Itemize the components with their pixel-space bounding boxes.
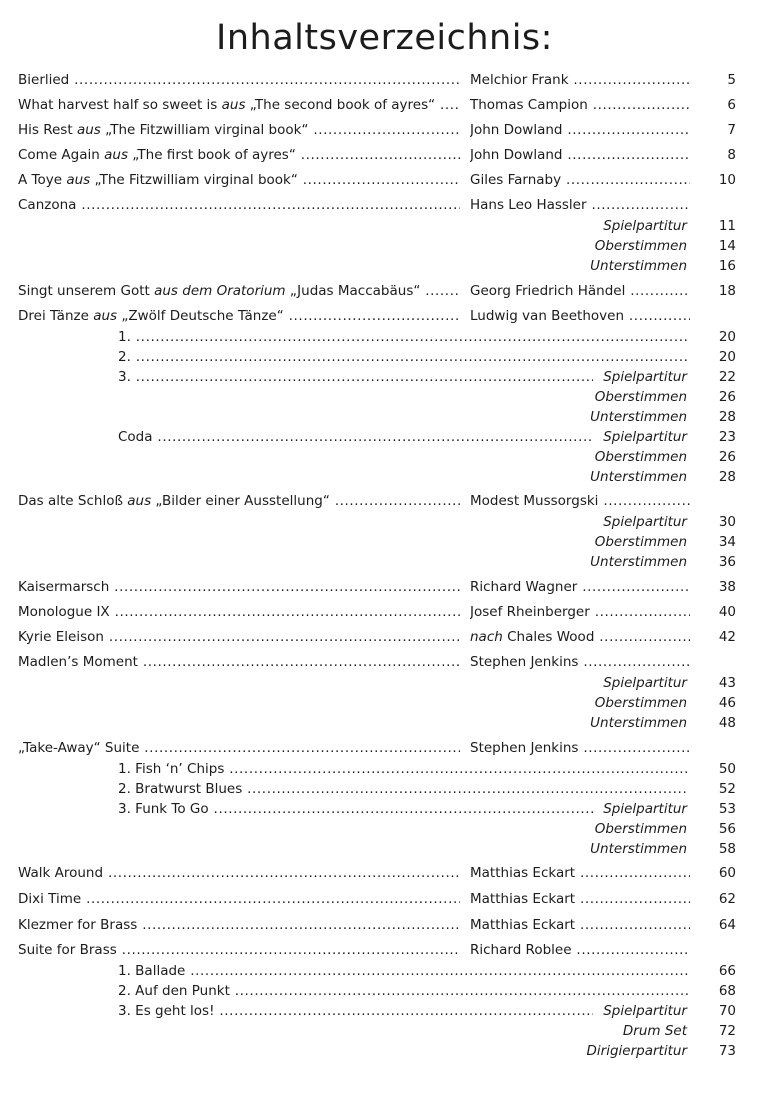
- toc-row: [0, 95, 769, 115]
- page-number[interactable]: 8: [727, 147, 736, 163]
- title-source-prefix: aus: [104, 147, 128, 163]
- sub-entry-title[interactable]: [118, 759, 688, 779]
- composer-name: Georg Friedrich Händel: [470, 283, 626, 299]
- sub-entry-text: 1. Fish ‘n’ Chips: [118, 761, 225, 777]
- sub-entry-title[interactable]: [118, 347, 688, 367]
- part-label: Dirigierpartitur: [586, 1043, 687, 1059]
- toc-row: [0, 216, 769, 236]
- toc-row: [0, 306, 769, 326]
- entry-title[interactable]: [18, 863, 460, 883]
- page-number[interactable]: 28: [718, 409, 736, 425]
- entry-title[interactable]: [18, 120, 460, 140]
- page-number[interactable]: 66: [718, 963, 736, 979]
- entry-composer: [470, 889, 690, 909]
- toc-row: [0, 779, 769, 799]
- toc-row: [0, 387, 769, 407]
- toc-row: [0, 145, 769, 165]
- part-label: Oberstimmen: [594, 695, 687, 711]
- toc-row: [0, 981, 769, 1001]
- sub-entry-text: 2. Auf den Punkt: [118, 983, 230, 999]
- title-text: Come Again: [18, 147, 105, 163]
- composer-name: John Dowland: [470, 147, 563, 163]
- toc-row: [0, 652, 769, 672]
- composer-name: John Dowland: [470, 122, 563, 138]
- toc-row: [0, 367, 769, 387]
- sub-entry-title[interactable]: [118, 779, 688, 799]
- title-source-prefix: aus: [127, 493, 152, 509]
- page-number[interactable]: 73: [718, 1043, 736, 1059]
- page-number[interactable]: 28: [718, 469, 736, 485]
- part-label: Drum Set: [622, 1023, 687, 1039]
- page-number[interactable]: 58: [718, 841, 736, 857]
- title-text: His Rest: [18, 122, 77, 138]
- entry-composer: [470, 95, 690, 115]
- toc-row: [0, 407, 769, 427]
- title-text: Klezmer for Brass: [18, 917, 138, 933]
- title-source: „Zwölf Deutsche Tänze“: [117, 308, 284, 324]
- page-number[interactable]: 26: [718, 389, 736, 405]
- page-number[interactable]: 34: [718, 534, 736, 550]
- composer-name: Modest Mussorgski: [470, 493, 599, 509]
- entry-composer: [470, 306, 690, 326]
- toc-row: [0, 602, 769, 622]
- entry-composer: [470, 627, 690, 647]
- part-label: Spielpartitur: [603, 218, 687, 234]
- sub-entry-title[interactable]: [118, 327, 688, 347]
- entry-title[interactable]: [18, 145, 460, 165]
- entry-composer: [470, 652, 690, 672]
- page-number[interactable]: 50: [718, 761, 736, 777]
- toc-row: [0, 1041, 769, 1061]
- title-source-prefix: aus dem Oratorium: [154, 283, 286, 299]
- title-source-prefix: aus: [76, 122, 101, 138]
- entry-title[interactable]: [18, 940, 460, 960]
- entry-composer: [470, 170, 690, 190]
- title-text: Kyrie Eleison: [18, 629, 104, 645]
- title-text: What harvest half so sweet is: [18, 97, 222, 113]
- entry-composer: [470, 120, 690, 140]
- page-number[interactable]: 52: [718, 781, 736, 797]
- sub-entry-text: 2.: [118, 349, 131, 365]
- page-number[interactable]: 40: [718, 604, 736, 620]
- page-title: Inhaltsverzeichnis:: [216, 18, 553, 58]
- part-label: Oberstimmen: [594, 389, 687, 405]
- entry-title[interactable]: [18, 738, 460, 758]
- toc-row: [0, 170, 769, 190]
- part-label: Spielpartitur: [603, 675, 687, 691]
- page-number[interactable]: 60: [718, 865, 736, 881]
- part-label: Unterstimmen: [590, 841, 687, 857]
- part-label: Unterstimmen: [590, 469, 687, 485]
- toc-row: [0, 693, 769, 713]
- entry-composer: [470, 491, 690, 511]
- composer-prefix: nach: [470, 629, 503, 645]
- part-label: Spielpartitur: [603, 801, 687, 817]
- toc-row: [0, 577, 769, 597]
- composer-name: Chales Wood: [502, 629, 595, 645]
- sub-entry-text: 1. Ballade: [118, 963, 186, 979]
- toc-row: [0, 1001, 769, 1021]
- sub-entry-title[interactable]: [118, 799, 593, 819]
- title-source: „Judas Maccabäus“: [285, 283, 421, 299]
- page-number[interactable]: 7: [727, 122, 736, 138]
- part-label: Unterstimmen: [590, 258, 687, 274]
- entry-title[interactable]: [18, 306, 460, 326]
- sub-entry-title[interactable]: [118, 981, 688, 1001]
- entry-composer: [470, 577, 690, 597]
- part-label: Oberstimmen: [594, 238, 687, 254]
- toc-row: [0, 256, 769, 276]
- title-text: Bierlied: [18, 72, 70, 88]
- sub-entry-text: 3. Funk To Go: [118, 801, 209, 817]
- page-number[interactable]: 62: [718, 891, 736, 907]
- part-label: Spielpartitur: [603, 514, 687, 530]
- composer-name: Thomas Campion: [470, 97, 588, 113]
- title-text: Das alte Schloß: [18, 493, 128, 509]
- composer-name: Matthias Eckart: [470, 917, 576, 933]
- sub-entry-title[interactable]: [118, 367, 593, 387]
- entry-title[interactable]: [18, 95, 460, 115]
- part-label: Spielpartitur: [603, 1003, 687, 1019]
- entry-title[interactable]: [18, 652, 460, 672]
- toc-row: [0, 512, 769, 532]
- title-text: Dixi Time: [18, 891, 82, 907]
- toc-row: [0, 863, 769, 883]
- composer-name: Giles Farnaby: [470, 172, 562, 188]
- part-label: Spielpartitur: [603, 369, 687, 385]
- entry-title[interactable]: [18, 281, 460, 301]
- page-number[interactable]: 6: [727, 97, 736, 113]
- page-number[interactable]: 56: [718, 821, 736, 837]
- sub-entry-text: 2. Bratwurst Blues: [118, 781, 243, 797]
- page-number[interactable]: 5: [727, 72, 736, 88]
- page-number[interactable]: 11: [718, 218, 736, 234]
- page-number[interactable]: 26: [718, 449, 736, 465]
- title-text: Drei Tänze: [18, 308, 94, 324]
- entry-composer: [470, 940, 690, 960]
- title-text: Kaisermarsch: [18, 579, 110, 595]
- toc-row: [0, 347, 769, 367]
- page-number[interactable]: 23: [718, 429, 736, 445]
- part-label: Oberstimmen: [594, 449, 687, 465]
- title-text: A Toye: [18, 172, 67, 188]
- toc-row: [0, 1021, 769, 1041]
- title-source: „The Fitzwilliam virginal book“: [100, 122, 309, 138]
- title-source: „The Fitzwilliam virginal book“: [90, 172, 298, 188]
- page-number[interactable]: 72: [718, 1023, 736, 1039]
- entry-composer: [470, 738, 690, 758]
- page-number[interactable]: 20: [718, 349, 736, 365]
- title-text: Canzona: [18, 197, 77, 213]
- sub-entry-text: Coda: [118, 429, 153, 445]
- composer-name: Matthias Eckart: [470, 865, 576, 881]
- entry-title[interactable]: [18, 889, 460, 909]
- toc-row: [0, 120, 769, 140]
- composer-name: Richard Roblee: [470, 942, 572, 958]
- composer-name: Melchior Frank: [470, 72, 569, 88]
- page-number[interactable]: 20: [718, 329, 736, 345]
- page-number[interactable]: 70: [718, 1003, 736, 1019]
- entry-composer: [470, 281, 690, 301]
- entry-title[interactable]: [18, 170, 460, 190]
- composer-name: Stephen Jenkins: [470, 740, 579, 756]
- page-number[interactable]: 42: [718, 629, 736, 645]
- sub-entry-title[interactable]: [118, 961, 688, 981]
- title-source: „Bilder einer Ausstellung“: [151, 493, 330, 509]
- sub-entry-text: 3. Es geht los!: [118, 1003, 215, 1019]
- page-number[interactable]: 22: [718, 369, 736, 385]
- page-number[interactable]: 64: [718, 917, 736, 933]
- toc-row: [0, 799, 769, 819]
- toc-row: [0, 532, 769, 552]
- sub-entry-text: 3.: [118, 369, 131, 385]
- title-source-prefix: aus: [66, 172, 91, 188]
- sub-entry-title[interactable]: [118, 1001, 593, 1021]
- toc-row: [0, 427, 769, 447]
- sub-entry-title[interactable]: [118, 427, 593, 447]
- toc-row: [0, 915, 769, 935]
- toc-row: [0, 673, 769, 693]
- title-source-prefix: aus: [221, 97, 246, 113]
- page-number[interactable]: 30: [718, 514, 736, 530]
- toc-row: [0, 236, 769, 256]
- composer-name: Josef Rheinberger: [470, 604, 590, 620]
- toc-row: [0, 447, 769, 467]
- title-text: Madlen’s Moment: [18, 654, 138, 670]
- toc-row: [0, 819, 769, 839]
- entry-title[interactable]: [18, 195, 460, 215]
- title-text: Suite for Brass: [18, 942, 117, 958]
- entry-title[interactable]: [18, 577, 460, 597]
- toc-row: [0, 738, 769, 758]
- entry-composer: [470, 915, 690, 935]
- entry-title[interactable]: [18, 915, 460, 935]
- page-number[interactable]: 48: [718, 715, 736, 731]
- composer-name: Stephen Jenkins: [470, 654, 579, 670]
- toc-row: [0, 940, 769, 960]
- page-number[interactable]: 43: [718, 675, 736, 691]
- entry-composer: [470, 145, 690, 165]
- entry-composer: [470, 70, 690, 90]
- title-text: Monologue IX: [18, 604, 110, 620]
- page-number[interactable]: 16: [718, 258, 736, 274]
- entry-title[interactable]: [18, 627, 460, 647]
- page-number[interactable]: 53: [718, 801, 736, 817]
- entry-composer: [470, 863, 690, 883]
- toc-row: [0, 839, 769, 859]
- toc-row: [0, 961, 769, 981]
- toc-row: [0, 467, 769, 487]
- title-source-prefix: aus: [93, 308, 118, 324]
- page-number[interactable]: 18: [718, 283, 736, 299]
- entry-title[interactable]: [18, 491, 460, 511]
- entry-title[interactable]: [18, 70, 460, 90]
- part-label: Spielpartitur: [603, 429, 687, 445]
- title-source: „The second book of ayres“: [245, 97, 436, 113]
- title-text: Singt unserem Gott: [18, 283, 155, 299]
- entry-title[interactable]: [18, 602, 460, 622]
- composer-name: Matthias Eckart: [470, 891, 576, 907]
- title-source: „The first book of ayres“: [127, 147, 296, 163]
- page-number[interactable]: 14: [718, 238, 736, 254]
- composer-name: Hans Leo Hassler: [470, 197, 587, 213]
- part-label: Unterstimmen: [590, 409, 687, 425]
- part-label: Unterstimmen: [590, 715, 687, 731]
- page-number[interactable]: 36: [718, 554, 736, 570]
- composer-name: Ludwig van Beethoven: [470, 308, 625, 324]
- title-text: Walk Around: [18, 865, 104, 881]
- toc-row: [0, 281, 769, 301]
- part-label: Unterstimmen: [590, 554, 687, 570]
- toc-row: [0, 491, 769, 511]
- toc-row: [0, 759, 769, 779]
- page-number[interactable]: 10: [718, 172, 736, 188]
- page-number[interactable]: 38: [718, 579, 736, 595]
- composer-name: Richard Wagner: [470, 579, 578, 595]
- sub-entry-text: 1.: [118, 329, 131, 345]
- entry-composer: [470, 602, 690, 622]
- toc-row: [0, 70, 769, 90]
- toc-row: [0, 195, 769, 215]
- toc-row: [0, 713, 769, 733]
- toc-row: [0, 552, 769, 572]
- toc-row: [0, 889, 769, 909]
- title-text: „Take-Away“ Suite: [18, 740, 140, 756]
- part-label: Oberstimmen: [594, 534, 687, 550]
- toc-row: [0, 627, 769, 647]
- page-number[interactable]: 46: [718, 695, 736, 711]
- page-number[interactable]: 68: [718, 983, 736, 999]
- part-label: Oberstimmen: [594, 821, 687, 837]
- toc-row: [0, 327, 769, 347]
- entry-composer: [470, 195, 690, 215]
